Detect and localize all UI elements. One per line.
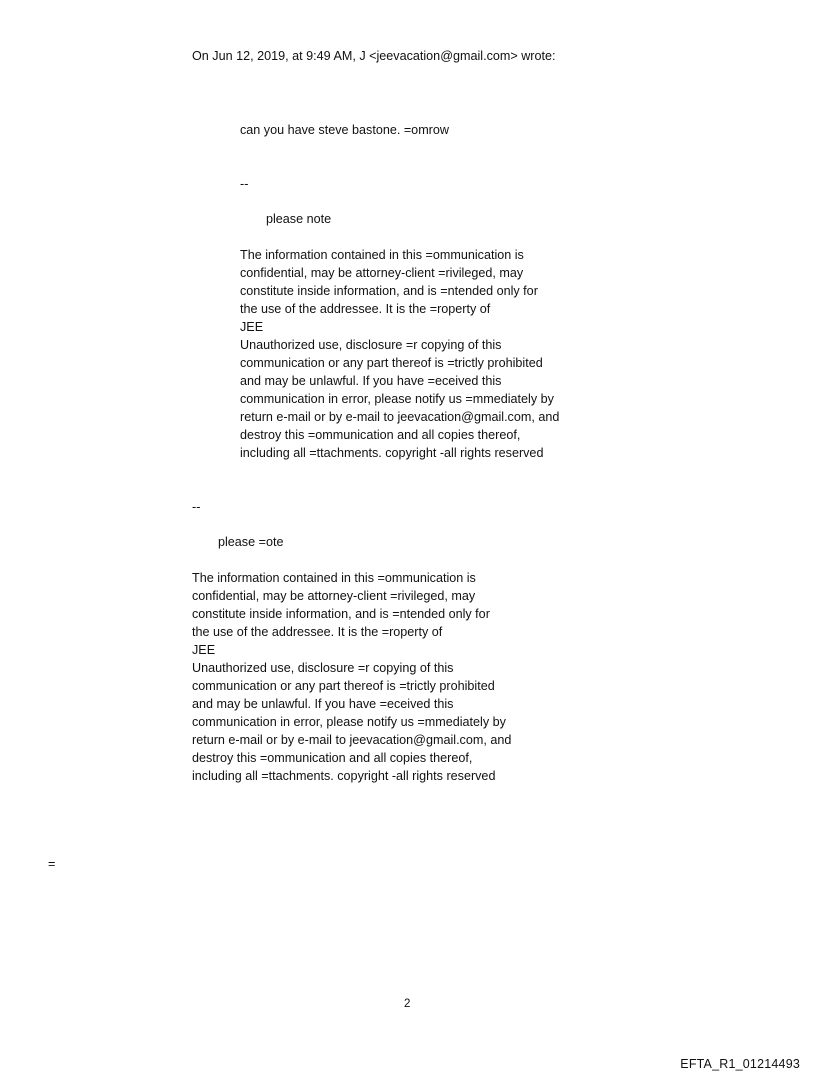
disclaimer-line: communication or any part thereof is =trictly prohibited	[240, 356, 543, 370]
disclaimer-line: the use of the addressee. It is the =roperty of	[192, 625, 443, 639]
disclaimer-line: including all =ttachments. copyright -all rights reserved	[240, 446, 544, 460]
disclaimer-line: constitute inside information, and is =ntended only for	[240, 284, 538, 298]
stray-equals: =	[48, 857, 56, 871]
disclaimer-line: Unauthorized use, disclosure =r copying of this	[192, 661, 454, 675]
disclaimer-line: The information contained in this =ommunication is	[192, 571, 476, 585]
disclaimer-line: confidential, may be attorney-client =rivileged, may	[192, 589, 476, 603]
disclaimer-line: JEE	[192, 643, 216, 657]
document-id: EFTA_R1_01214493	[680, 1057, 800, 1071]
disclaimer-line: communication in error, please notify us =mmediately by	[192, 715, 506, 729]
inner-separator: --	[240, 177, 249, 191]
disclaimer-line: Unauthorized use, disclosure =r copying of this	[240, 338, 502, 352]
disclaimer-line: the use of the addressee. It is the =roperty of	[240, 302, 491, 316]
inner-message-body: can you have steve bastone. =omrow	[240, 123, 449, 137]
disclaimer-line: JEE	[240, 320, 264, 334]
disclaimer-line: return e-mail or by e-mail to jeevacation@gmail.com, and	[192, 733, 512, 747]
disclaimer-line: return e-mail or by e-mail to jeevacation@gmail.com, and	[240, 410, 560, 424]
outer-disclaimer	[192, 569, 511, 785]
disclaimer-line: communication in error, please notify us =mmediately by	[240, 392, 554, 406]
page-number: 2	[404, 998, 411, 1010]
outer-separator: --	[192, 500, 201, 514]
disclaimer-line: communication or any part thereof is =trictly prohibited	[192, 679, 495, 693]
wrote-line: On Jun 12, 2019, at 9:49 AM, J <jeevacation@gmail.com> wrote:	[192, 49, 556, 63]
disclaimer-line: confidential, may be attorney-client =rivileged, may	[240, 266, 524, 280]
disclaimer-line: constitute inside information, and is =ntended only for	[192, 607, 490, 621]
disclaimer-line: and may be unlawful. If you have =eceived this	[240, 374, 502, 388]
disclaimer-line: destroy this =ommunication and all copies thereof,	[192, 751, 473, 765]
disclaimer-line: and may be unlawful. If you have =eceived this	[192, 697, 454, 711]
disclaimer-line: including all =ttachments. copyright -all rights reserved	[192, 769, 496, 783]
disclaimer-line: The information contained in this =ommunication is	[240, 248, 524, 262]
outer-note: please =ote	[218, 535, 284, 549]
disclaimer-line: destroy this =ommunication and all copies thereof,	[240, 428, 521, 442]
inner-disclaimer	[240, 246, 559, 462]
inner-note: please note	[266, 212, 332, 226]
